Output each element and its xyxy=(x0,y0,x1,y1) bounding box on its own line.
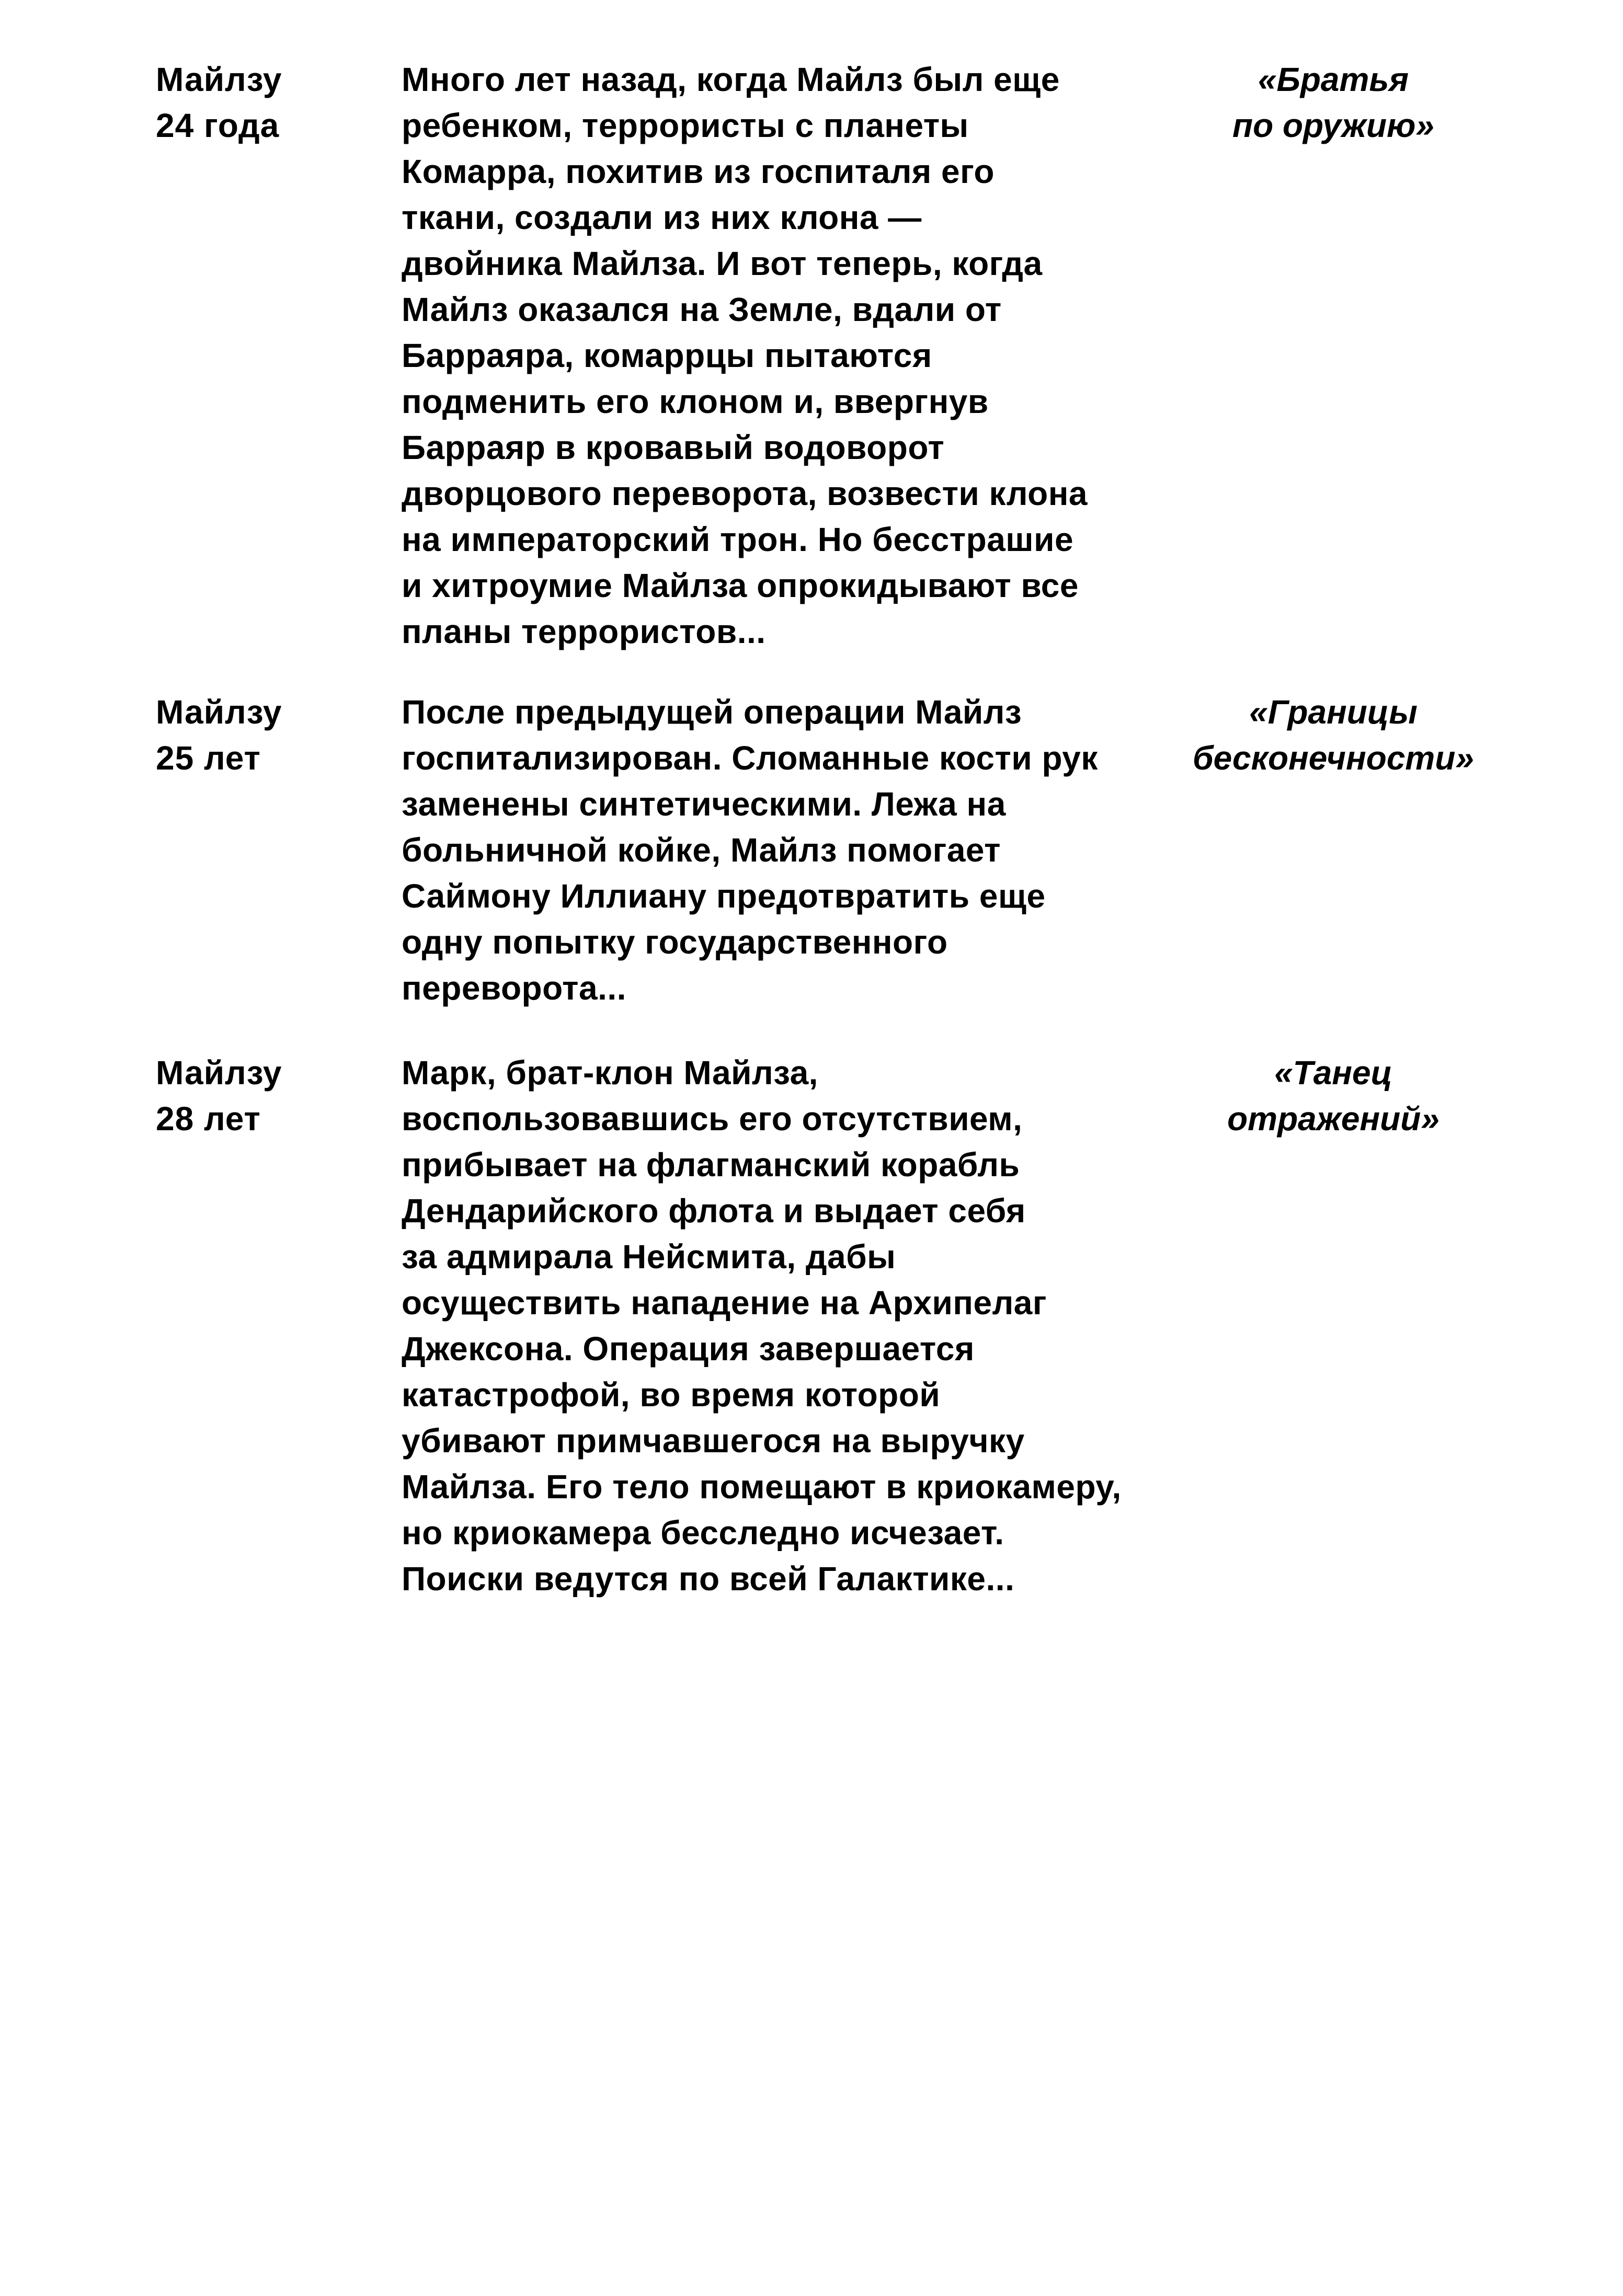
description-line: Майлз оказался на Земле, вдали от xyxy=(402,291,1002,328)
description-line: и хитроумие Майлза опрокидывают все xyxy=(402,567,1079,604)
description xyxy=(402,1050,1165,1602)
description-line: ребенком, террористы с планеты xyxy=(402,107,969,144)
description-line: Саймону Иллиану предотвратить еще xyxy=(402,877,1046,915)
age-line-1: Майлзу xyxy=(156,1054,282,1092)
book-title-line-2: бесконечности» xyxy=(1192,739,1475,777)
book-title-line-1: «Братья xyxy=(1258,61,1409,98)
description-line: После предыдущей операции Майлз xyxy=(402,693,1022,731)
description-line: Барраяр в кровавый водоворот xyxy=(402,429,945,466)
description xyxy=(402,56,1165,655)
description-line: Комарра, похитив из госпиталя его xyxy=(402,153,995,190)
description-line: Джексона. Операция завершается xyxy=(402,1330,975,1368)
description-line: заменены синтетическими. Лежа на xyxy=(402,785,1006,823)
book-title-line-1: «Границы xyxy=(1249,693,1418,731)
description-line: на императорский трон. Но бесстрашие xyxy=(402,521,1074,558)
description-line: Майлза. Его тело помещают в криокамеру, xyxy=(402,1468,1122,1506)
book-title xyxy=(1150,689,1516,781)
description-line: Барраяра, комаррцы пытаются xyxy=(402,337,932,374)
book-title-line-2: по оружию» xyxy=(1232,107,1435,144)
age-label xyxy=(156,689,375,781)
description-line: но криокамера бесследно исчезает. xyxy=(402,1514,1004,1552)
description-line: убивают примчавшегося на выручку xyxy=(402,1422,1025,1460)
description-line: за адмирала Нейсмита, дабы xyxy=(402,1238,896,1276)
age-line-2: 28 лет xyxy=(156,1100,261,1138)
description-line: Дендарийского флота и выдает себя xyxy=(402,1192,1026,1230)
description xyxy=(402,689,1165,1011)
description-line: воспользовавшись его отсутствием, xyxy=(402,1100,1023,1138)
description-line: госпитализирован. Сломанные кости рук xyxy=(402,739,1098,777)
description-line: планы террористов... xyxy=(402,613,766,650)
description-line: осуществить нападение на Архипелаг xyxy=(402,1284,1047,1322)
age-line-2: 24 года xyxy=(156,107,280,144)
book-title xyxy=(1150,1050,1516,1142)
book-title-line-1: «Танец xyxy=(1274,1054,1392,1092)
description-line: Поиски ведутся по всей Галактике... xyxy=(402,1560,1015,1598)
description-line: ткани, создали из них клона — xyxy=(402,199,922,236)
age-line-1: Майлзу xyxy=(156,693,282,731)
description-line: переворота... xyxy=(402,969,626,1007)
description-line: двойника Майлза. И вот теперь, когда xyxy=(402,245,1043,282)
age-line-1: Майлзу xyxy=(156,61,282,98)
book-title-line-2: отражений» xyxy=(1227,1100,1439,1138)
age-label xyxy=(156,1050,375,1142)
description-line: дворцового переворота, возвести клона xyxy=(402,475,1088,512)
description-line: подменить его клоном и, ввергнув xyxy=(402,383,989,420)
book-title xyxy=(1150,56,1516,148)
description-line: Марк, брат-клон Майлза, xyxy=(402,1054,818,1092)
description-line: катастрофой, во время которой xyxy=(402,1376,941,1414)
description-line: одну попытку государственного xyxy=(402,923,948,961)
description-line: прибывает на флагманский корабль xyxy=(402,1146,1020,1184)
description-line: Много лет назад, когда Майлз был еще xyxy=(402,61,1060,98)
description-line: больничной койке, Майлз помогает xyxy=(402,831,1001,869)
age-line-2: 25 лет xyxy=(156,739,261,777)
age-label xyxy=(156,56,375,148)
